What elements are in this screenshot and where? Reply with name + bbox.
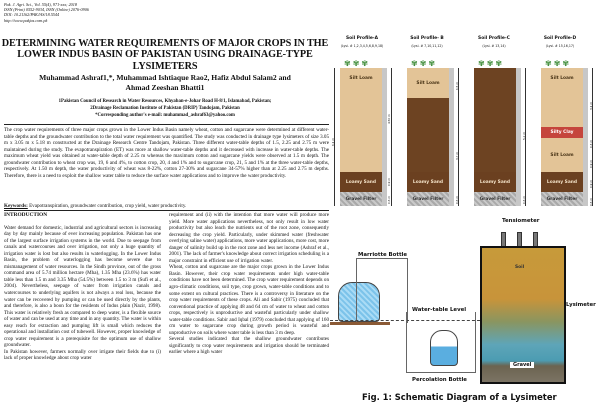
intro-paragraph: In Pakistan however, farmers normally over irrigate their fields due to (i) lack of proper knowledge about crop water: [4, 348, 161, 362]
profile-b-lysimeters: (Lysi. # 7,10,11,12): [411, 44, 443, 48]
supply-pipe: [356, 258, 408, 323]
layer-dark-soil: [407, 98, 449, 172]
affiliations: [0, 98, 330, 119]
authors-line-1: Muhammad Ashraf1,*, Muhammad Ishtiaque Rao2, Hafiz Abdul Salam2 and: [39, 73, 291, 82]
label-percolation-bottle: Percolation Bottle: [412, 377, 467, 383]
plant-icon: ✾✾✾: [411, 59, 438, 68]
dim-profile-c-total: 5.2 m: [522, 131, 526, 140]
journal-doi: DOI: 10.21162/PAKJAS/18.5544: [4, 12, 60, 18]
layer-gravel-filter: Gravel Filter: [340, 192, 382, 206]
author-list: [0, 73, 330, 92]
plant-icon: ✾✾✾: [344, 59, 371, 68]
profile-c-lysimeters: (Lysi. # 13,14): [482, 44, 506, 48]
keywords: [4, 203, 329, 210]
intro-right-column: [169, 212, 329, 356]
intro-paragraph: Wheat, cotton and sugarcane are the major crops grown in the Lower Indus Basin. However, their crop water requirements under high water-table conditions have not been determined. The crop water requirement depends on agro-climatic conditions, soil type, crop grown, water-table conditions and to some extent on cultural practices. There is a controversy in literature on the crop water requirements of these crops. Ali and Sabir (1975) concluded that conventional practice of applying 48 and 64 cm of water to wheat and cotton crops, respectively is unproductive and wasteful particularly under shallow water-table conditions. Sabir and Iqbal (1979) concluded that applying of 160 cm water to sugarcane crop during growth period is wasteful and unproductive on soils where water table is less than 3 m deep.: [169, 264, 329, 336]
intro-paragraph: Several studies indicated that the shallow groundwater contributes significantly to crop water requirements and irrigation should be terminated earlier where a high water: [169, 336, 329, 356]
corresponding-author: *Corresponding author's e-mail: muhammad_ashraf63@yahoo.com: [95, 113, 235, 118]
column-shade: [583, 68, 588, 206]
journal-issn: ISSN (Print) 0552-9034, ISSN (Online) 2076-0906: [4, 7, 89, 13]
dim-d-bot: 0.6 m: [589, 197, 593, 206]
dim-a-mid: 0.9 m: [387, 177, 391, 186]
layer-silt-loam: Silt Loam: [541, 138, 583, 172]
journal-citation: Pak. J. Agri. Sci., Vol. 55(4), 971-xxx; 2018: [4, 2, 77, 7]
intro-heading: INTRODUCTION: [4, 212, 48, 218]
dim-a-bot: 0.6 m: [387, 195, 391, 204]
intro-paragraph: Water demand for domestic, industrial and agricultural sectors is increasing day by day mainly because of ever increasing population. Pakistan has one of the largest surface irrigation systems in the world. Due to seepage from canals and watercourses and over irrigation, not only a huge quantity of irrigation water is lost but also results in waterlogging. In the Lower Indus Basin, the problem of waterlogging has become severe due to mismanagement of water resources. In the Sindh province, out of the gross command area of 5.74 million hectare (Mha), 1.35 Mha (23.6%) has water table less than 1.5 m and 3.35 Mha (54.5%) between 1.5 to 3 m (Sufi et al., 2004). Nevertheless, seepage of water from irrigation canals and watercourses to underlying aquifers is not always a real loss, because the water can be recovered by pumping or can be used directly by the plants, and therefore, is also a boon for the residents of Indus plain (Nazir, 1998). This water is relatively fresh as compared to deep water, is a flexible source of water and can be used at any time and in any quantity. The water is within easy reach for extraction and pumping lift is small which reduces the operational and installation cost of tubewell. However, proper knowledge of crop water requirement is a prerequisite for the optimum use of shallow groundwater.: [4, 224, 161, 349]
label-soil: Soil: [515, 265, 525, 270]
soil-column-a: [340, 59, 382, 206]
dim-profile-d-total: 3.1 m: [589, 101, 593, 110]
column-shade: [516, 68, 521, 206]
profile-d-lysimeters: (Lysi. # 15,16,17): [545, 44, 575, 48]
authors-line-2: Ahmad Zeeshan Bhatti1: [125, 82, 205, 92]
profile-d-title: Soil Profile-D: [543, 36, 577, 41]
paper-title: DETERMINING WATER REQUIREMENTS OF MAJOR CROPS IN THE LOWER INDUS BASIN OF PAKISTAN USING DRAINAGE-TYPE LYSIMETERS: [1, 38, 329, 72]
affiliation-1: 1Pakistan Council of Research in Water Resources, Khyaban-e-Johar Road H-8/1, Islamabad, Pakistan;: [58, 99, 272, 104]
layer-loamy-sand: Loamy Sand: [541, 172, 583, 192]
dim-b-mid: 3.7 m: [455, 151, 459, 160]
label-marriotte-bottle: Marriotte Bottle: [358, 252, 408, 258]
layer-silty-clay: Silty Clay: [541, 127, 583, 138]
label-tensiometer: Tensiometer: [502, 218, 540, 224]
layer-gravel-filter: Gravel Filter: [474, 192, 516, 206]
dim-profile-a-total: 6.1 m: [331, 137, 335, 146]
profile-b-title: Soil Profile- B: [410, 36, 444, 41]
layer-silt-loam: Silt Loam: [541, 68, 583, 127]
percolation-bottle-icon: [430, 330, 458, 366]
dim-b-bot: 0.6 m: [455, 195, 459, 204]
label-gravel: Gravel: [510, 362, 534, 368]
dim-a-top: 4.50 m: [387, 114, 391, 124]
abstract-bottom-rule: [4, 210, 329, 211]
soil-column-c: [474, 59, 516, 206]
dimension-line: [391, 68, 392, 206]
profile-a-title: Soil Profile-A: [345, 36, 379, 41]
abstract: The crop water requirements of three major crops grown in the Lower Indus Basin namely wheat, cotton and sugarcane were determined at different water-table depths and the groundwater contribution to the total water requirement was quantified. The study was conducted in drainage type lysimeters of size 3.05 m x 3.05 m x 5.18 m constructed at the Drainage Research Centre Tandojam, Pakistan. Three different water-table depths of 1.5, 2.25 and 2.75 m were maintained during the study. The evapotranspiration (ET) was more at shallow water-table depths and it decreased with increase in water-table depths. The maximum wheat yield was obtained at water-table depth of 2.25 m whereas the maximum cotton and sugarcane yields were observed at 1.5 m depth. The groundwater contribution to wheat crop was, 19, 6 and 4%, to cotton crop, 20, 4 and 1% and to sugarcane crop, 21, 5 and 1% at the three water-table depths, respectively. At 1.50 m depth, the water productivity of wheat was 8-22%, cotton 27-30% and sugarcane 34-57% higher than at 2.25 and 2.75 m depths. Therefore, there is a need to exploit the shallow water table to reduce the surface water applications and to improve the water productivity.: [4, 127, 329, 179]
plant-icon: ✾✾✾: [545, 59, 572, 68]
column-shade: [449, 68, 454, 206]
layer-loamy-sand: Loamy Sand: [407, 172, 449, 192]
keywords-text: Evapotranspiration, groundwater contribution, crop yield, water productivity.: [29, 203, 187, 209]
dim-d-silt: 0.9 m: [589, 159, 593, 168]
soil-column-d: [541, 59, 583, 206]
profile-c-title: Soil Profile-C: [478, 36, 510, 41]
keywords-label: Keywords:: [4, 203, 28, 209]
journal-url[interactable]: http://www.pakjas.com.pk: [4, 17, 48, 23]
layer-loamy-sand: Loamy Sand: [340, 172, 382, 192]
layer-loamy-sand: Loamy Sand: [474, 172, 516, 192]
dim-d-loamy: 0.9 m: [589, 179, 593, 188]
affiliation-2: 2Drainage Reclamation Institute of Pakistan (DRIP) Tandojam, Pakistan: [90, 106, 240, 111]
intro-paragraph: requirement and (ii) with the intention that more water will produce more yield. More water applications nevertheless, not only result in low water productivity but also leach the nutrients out of the root zone, consequently decreasing the crop yield. Particularly, under skimmed water (freshwater overlying saline water) applications, more water applications, more cost, more danger of salinity build up in the root zone and less net income (Ashraf et al., 2001). The lack of farmer's knowledge about correct irrigation scheduling is a major constraint in efficient use of irrigation water.: [169, 212, 329, 264]
journal-header: [4, 2, 89, 23]
soil-column-b: [407, 59, 449, 206]
layer-silt-loam: Silt Loam: [407, 68, 449, 98]
plant-icon: ✾✾✾: [478, 59, 505, 68]
abstract-top-rule: [4, 124, 329, 125]
label-water-table-level: Water-table Level: [412, 307, 467, 313]
figure-soil-profiles-and-lysimeter: [330, 0, 600, 412]
dim-d-clay: 0.3 m: [589, 139, 593, 148]
intro-left-column: [4, 212, 161, 362]
figure-caption: Fig. 1: Schematic Diagram of a Lysimeter: [362, 392, 557, 402]
layer-dark-soil: [474, 68, 516, 172]
layer-gravel-filter: Gravel Filter: [541, 192, 583, 206]
stand-shelf: [330, 322, 390, 325]
dim-b-top: 1.5 m: [455, 81, 459, 90]
layer-silt-loam: Silt Loam: [340, 68, 382, 172]
profile-a-lysimeters: (Lysi. # 1,2,3,4,5,6,8,9,18): [340, 44, 384, 48]
layer-gravel-filter: Gravel Filter: [407, 192, 449, 206]
dim-c-bot: 0.6 m: [522, 195, 526, 204]
label-lysimeter: Lysimeter: [566, 302, 596, 308]
